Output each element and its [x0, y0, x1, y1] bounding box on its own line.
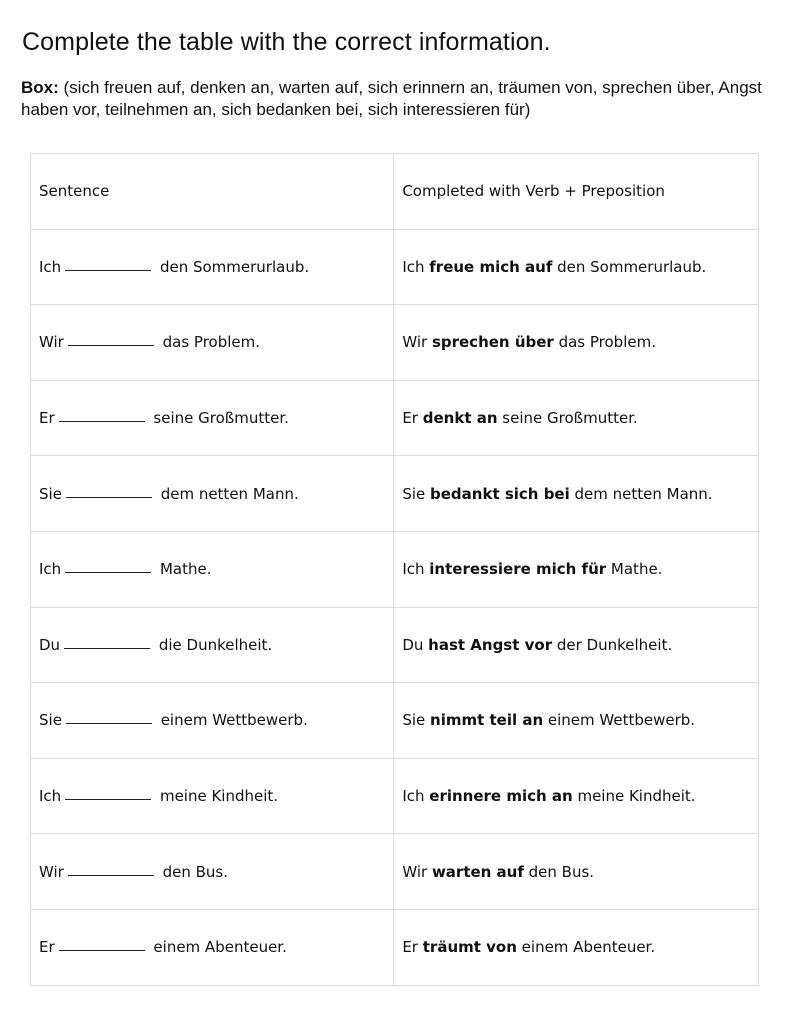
- answer-prefix: Er: [402, 409, 423, 428]
- sentence-rest: dem netten Mann.: [155, 484, 299, 503]
- answer-blank[interactable]: [66, 497, 152, 498]
- answer-suffix: einem Abenteuer.: [516, 938, 656, 957]
- answer-verb-preposition: warten auf: [431, 862, 524, 881]
- answer-verb-preposition: hast Angst vor: [428, 635, 553, 654]
- table-row: [31, 758, 759, 834]
- sentence-subject: Ich: [39, 787, 62, 806]
- sentence-subject: Du: [39, 635, 61, 654]
- sentence-rest: das Problem.: [157, 333, 261, 352]
- answer-prefix: Ich: [402, 257, 430, 276]
- sentence-cell: [31, 607, 394, 683]
- header-completed: Completed with Verb + Preposition: [394, 154, 759, 230]
- answer-blank[interactable]: [64, 648, 150, 649]
- word-box: [21, 77, 771, 121]
- sentence-cell: [31, 909, 394, 985]
- answer-suffix: den Sommerurlaub.: [552, 257, 707, 276]
- table-row: [31, 909, 759, 985]
- answer-verb-preposition: interessiere mich für: [429, 560, 607, 579]
- sentence-subject: Wir: [39, 862, 64, 881]
- answer-blank[interactable]: [66, 723, 152, 724]
- sentence-subject: Sie: [39, 484, 62, 503]
- answer-suffix: das Problem.: [553, 333, 656, 352]
- word-box-list: (sich freuen auf, denken an, warten auf, sich erinnern an, träumen von, sprechen über, Angst haben vor, teilnehmen an, sich bedanken bei, sich interessieren für): [21, 78, 762, 119]
- answer-cell: [394, 909, 759, 985]
- sentence-cell: [31, 683, 394, 759]
- sentence-rest: den Bus.: [157, 862, 229, 881]
- table-row: [31, 456, 759, 532]
- sentence-subject: Ich: [39, 257, 62, 276]
- sentence-subject: Sie: [39, 711, 62, 730]
- answer-verb-preposition: freue mich auf: [429, 257, 553, 276]
- answer-cell: [394, 380, 759, 456]
- answer-cell: [394, 229, 759, 305]
- answer-cell: [394, 305, 759, 381]
- sentence-rest: den Sommerurlaub.: [155, 257, 310, 276]
- answer-blank[interactable]: [59, 421, 145, 422]
- answer-cell: [394, 607, 759, 683]
- answer-cell: [394, 834, 759, 910]
- sentence-rest: Mathe.: [155, 560, 212, 579]
- answer-verb-preposition: nimmt teil an: [430, 711, 544, 730]
- answer-verb-preposition: denkt an: [422, 409, 498, 428]
- answer-verb-preposition: träumt von: [422, 938, 517, 957]
- answer-prefix: Ich: [402, 560, 430, 579]
- sentence-cell: [31, 380, 394, 456]
- answer-blank[interactable]: [65, 799, 151, 800]
- header-sentence: Sentence: [31, 154, 394, 230]
- sentence-rest: die Dunkelheit.: [154, 635, 273, 654]
- answer-cell: [394, 683, 759, 759]
- answer-suffix: der Dunkelheit.: [552, 635, 673, 654]
- sentence-rest: einem Wettbewerb.: [155, 711, 308, 730]
- table-row: [31, 683, 759, 759]
- answer-suffix: den Bus.: [523, 862, 595, 881]
- answer-verb-preposition: erinnere mich an: [429, 787, 573, 806]
- sentence-cell: [31, 229, 394, 305]
- sentence-cell: [31, 834, 394, 910]
- answer-suffix: seine Großmutter.: [497, 409, 638, 428]
- answer-suffix: einem Wettbewerb.: [543, 711, 696, 730]
- exercise-table: [30, 153, 759, 986]
- sentence-subject: Wir: [39, 333, 64, 352]
- answer-prefix: Du: [402, 635, 429, 654]
- table-row: [31, 229, 759, 305]
- answer-prefix: Sie: [402, 711, 431, 730]
- answer-verb-preposition: bedankt sich bei: [430, 484, 570, 503]
- sentence-cell: [31, 531, 394, 607]
- table-row: [31, 607, 759, 683]
- table-row: [31, 834, 759, 910]
- answer-cell: [394, 531, 759, 607]
- page-title: Complete the table with the correct information.: [22, 28, 551, 56]
- sentence-rest: seine Großmutter.: [148, 409, 289, 428]
- answer-blank[interactable]: [65, 270, 151, 271]
- answer-suffix: Mathe.: [606, 560, 663, 579]
- answer-suffix: meine Kindheit.: [572, 787, 696, 806]
- answer-blank[interactable]: [59, 950, 145, 951]
- table-row: [31, 531, 759, 607]
- sentence-rest: meine Kindheit.: [155, 787, 279, 806]
- table-row: [31, 380, 759, 456]
- answer-verb-preposition: sprechen über: [431, 333, 554, 352]
- sentence-cell: [31, 758, 394, 834]
- answer-blank[interactable]: [68, 875, 154, 876]
- answer-prefix: Er: [402, 938, 423, 957]
- answer-blank[interactable]: [68, 345, 154, 346]
- sentence-subject: Ich: [39, 560, 62, 579]
- answer-prefix: Ich: [402, 787, 430, 806]
- answer-prefix: Sie: [402, 484, 431, 503]
- answer-prefix: Wir: [402, 333, 432, 352]
- sentence-subject: Er: [39, 409, 55, 428]
- answer-cell: [394, 758, 759, 834]
- word-box-label: Box:: [21, 78, 59, 97]
- answer-suffix: dem netten Mann.: [569, 484, 713, 503]
- table-row: [31, 305, 759, 381]
- answer-cell: [394, 456, 759, 532]
- sentence-cell: [31, 456, 394, 532]
- sentence-subject: Er: [39, 938, 55, 957]
- sentence-cell: [31, 305, 394, 381]
- sentence-rest: einem Abenteuer.: [148, 938, 287, 957]
- answer-blank[interactable]: [65, 572, 151, 573]
- answer-prefix: Wir: [402, 862, 432, 881]
- table-header-row: [31, 154, 759, 230]
